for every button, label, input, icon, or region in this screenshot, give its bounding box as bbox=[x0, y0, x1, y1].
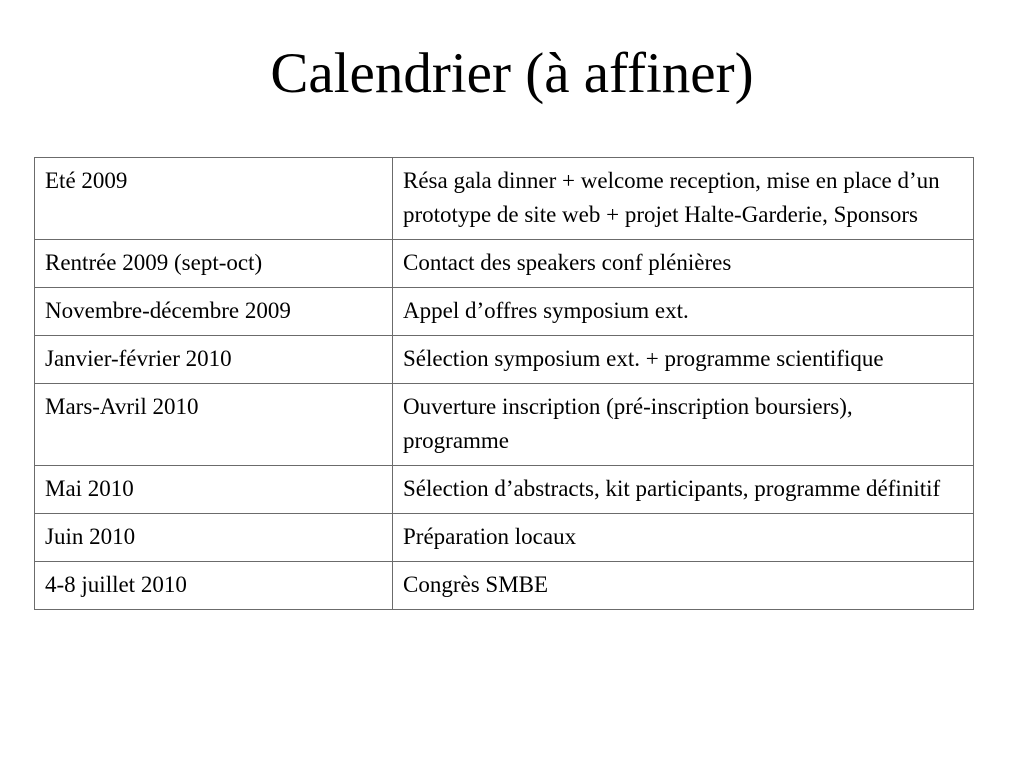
task-cell: Ouverture inscription (pré-inscription boursiers), programme bbox=[393, 384, 974, 466]
table-row bbox=[35, 158, 974, 240]
table-row bbox=[35, 466, 974, 514]
period-cell: Juin 2010 bbox=[35, 514, 393, 562]
table-row bbox=[35, 384, 974, 466]
task-cell: Sélection symposium ext. + programme scientifique bbox=[393, 336, 974, 384]
period-cell: Janvier-février 2010 bbox=[35, 336, 393, 384]
task-cell: Congrès SMBE bbox=[393, 562, 974, 610]
table-row bbox=[35, 240, 974, 288]
period-cell: Mars-Avril 2010 bbox=[35, 384, 393, 466]
period-cell: Novembre-décembre 2009 bbox=[35, 288, 393, 336]
period-cell: Eté 2009 bbox=[35, 158, 393, 240]
period-cell: 4-8 juillet 2010 bbox=[35, 562, 393, 610]
table-row bbox=[35, 514, 974, 562]
period-cell: Rentrée 2009 (sept-oct) bbox=[35, 240, 393, 288]
task-cell: Contact des speakers conf plénières bbox=[393, 240, 974, 288]
table-row bbox=[35, 562, 974, 610]
task-cell: Résa gala dinner + welcome reception, mise en place d’un prototype de site web + projet Halte-Garderie, Sponsors bbox=[393, 158, 974, 240]
period-cell: Mai 2010 bbox=[35, 466, 393, 514]
slide-title: Calendrier (à affiner) bbox=[270, 42, 754, 105]
task-cell: Appel d’offres symposium ext. bbox=[393, 288, 974, 336]
task-cell: Sélection d’abstracts, kit participants, programme définitif bbox=[393, 466, 974, 514]
table-row bbox=[35, 336, 974, 384]
table-row bbox=[35, 288, 974, 336]
calendar-table bbox=[34, 157, 974, 610]
task-cell: Préparation locaux bbox=[393, 514, 974, 562]
